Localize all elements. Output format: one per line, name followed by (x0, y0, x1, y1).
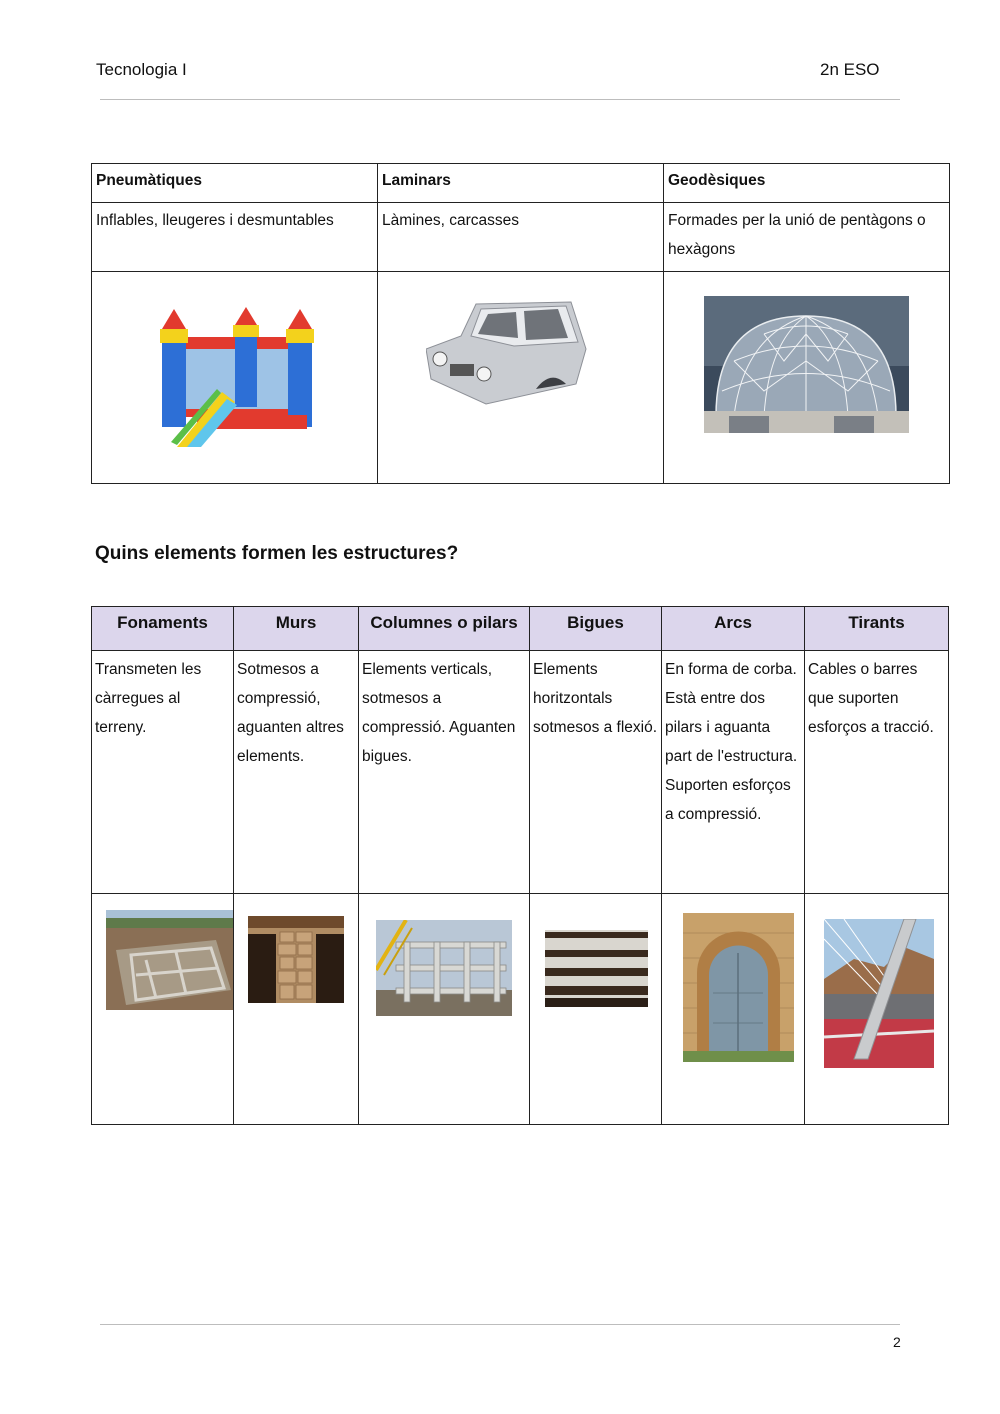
beams-image (545, 930, 648, 1007)
column-header-laminars: Laminars (378, 164, 664, 203)
description-pneumatiques: Inflables, lleugeres i desmuntables (92, 203, 378, 272)
image-cell-bigues (530, 894, 662, 1125)
image-cell-fonaments (92, 894, 234, 1125)
image-cell-geodesiques (664, 272, 950, 484)
columns-construction-image (376, 920, 512, 1016)
image-cell-columnes (359, 894, 530, 1125)
image-cell-tirants (805, 894, 949, 1125)
image-cell-pneumatiques (92, 272, 378, 484)
image-cell-murs (234, 894, 359, 1125)
subject-header: Tecnologia I (96, 60, 187, 79)
page-number: 2 (893, 1334, 901, 1350)
column-header-murs: Murs (234, 607, 359, 651)
description-bigues: Elements horitzontals sotmesos a flexió. (530, 651, 662, 894)
structure-types-table (91, 163, 950, 484)
description-tirants: Cables o barres que suporten esforços a tracció. (805, 651, 949, 894)
car-body-shell-image (426, 294, 588, 414)
description-laminars: Làmines, carcasses (378, 203, 664, 272)
foundations-image (106, 910, 233, 1010)
column-header-tirants: Tirants (805, 607, 949, 651)
column-header-bigues: Bigues (530, 607, 662, 651)
section-title: Quins elements formen les estructures? (95, 543, 459, 564)
description-arcs: En forma de corba. Està entre dos pilars i aguanta part de l'estructura. Suporten esforços a compressió. (662, 651, 805, 894)
footer-divider (100, 1324, 900, 1325)
column-header-geodesiques: Geodèsiques (664, 164, 950, 203)
geodesic-dome-image (704, 296, 909, 433)
column-header-fonaments: Fonaments (92, 607, 234, 651)
description-geodesiques: Formades per la unió de pentàgons o hexàgons (664, 203, 950, 272)
description-columnes: Elements verticals, sotmesos a compressió. Aguanten bigues. (359, 651, 530, 894)
cable-stay-image (824, 919, 934, 1068)
column-header-arcs: Arcs (662, 607, 805, 651)
column-header-pneumatiques: Pneumàtiques (92, 164, 378, 203)
structure-elements-table (91, 606, 949, 1125)
arched-door-image (683, 913, 794, 1062)
header-divider (100, 99, 900, 100)
description-murs: Sotmesos a compressió, aguanten altres elements. (234, 651, 359, 894)
bouncy-castle-image (157, 307, 317, 447)
description-fonaments: Transmeten les càrregues al terreny. (92, 651, 234, 894)
stone-wall-image (248, 916, 344, 1003)
column-header-columnes: Columnes o pilars (359, 607, 530, 651)
image-cell-arcs (662, 894, 805, 1125)
grade-header: 2n ESO (820, 60, 880, 79)
image-cell-laminars (378, 272, 664, 484)
